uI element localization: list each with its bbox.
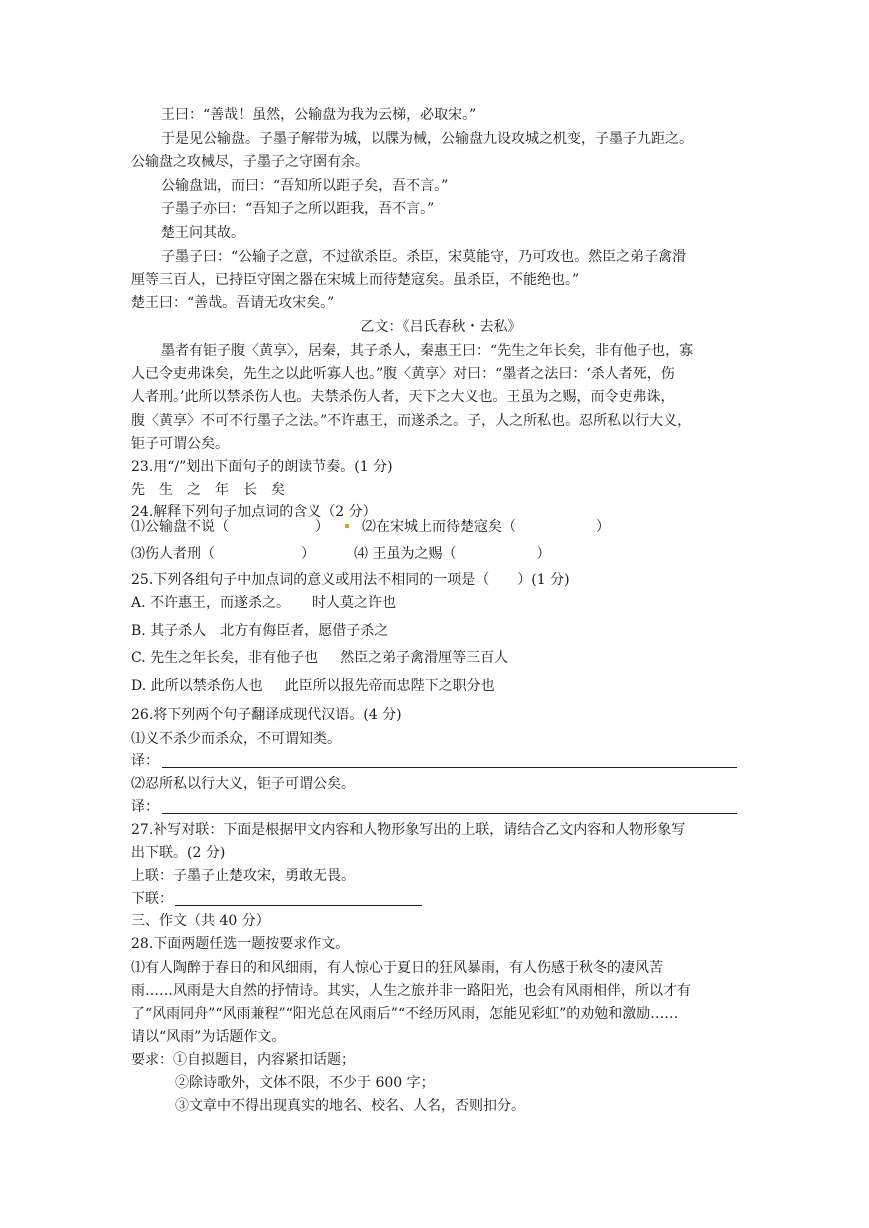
q28-prompt-line-3: 了“风雨同舟”“风雨兼程”“阳光总在风雨后”“不经历风雨，怎能见彩虹”的劝勉和激励……: [131, 1006, 679, 1022]
q25-option-b: [131, 620, 711, 642]
q25-option-d-left: D. 此所以禁杀伤人也: [131, 678, 263, 694]
q28-requirement-2: ②除诗歌外，文体不限，不少于 600 字；: [175, 1075, 435, 1091]
passage-a-line-7: 子墨子曰：“公输子之意，不过欲杀臣。杀臣，宋莫能守，乃可攻也。然臣之弟子禽滑: [161, 249, 687, 265]
passage-a-line-5: 子墨子亦曰：“吾知子之所以距我，吾不言。”: [161, 201, 435, 217]
q28-requirement-1: 要求：①自拟题目，内容紧扣话题；: [131, 1052, 355, 1068]
q25-option-b-left: B. 其子杀人: [131, 623, 207, 639]
q25-option-d: [131, 675, 711, 697]
q26-sentence-1: ⑴义不杀少而杀众，不可谓知类。: [131, 731, 341, 747]
passage-b-line-1: 墨者有钜子腹〈黄享〉，居秦，其子杀人，秦惠王曰：“先生之年长矣，非有他子也，寡: [161, 343, 694, 359]
passage-a-line-2: 于是见公输盘。子墨子解带为城，以牒为械，公输盘九设攻城之机变，子墨子九距之。: [161, 131, 693, 147]
q27-stem-2: 出下联。(2 分): [131, 845, 226, 861]
q23-sentence: 先 生 之 年 长 矣: [131, 482, 285, 498]
q24-item-2-text: ⑵在宋城上而待楚寇矣（: [362, 519, 516, 535]
q24-item-4-close: ）: [536, 546, 551, 562]
q24-item-4-text: ⑷ 王虽为之赐（: [354, 546, 457, 562]
q24-item-3-text: ⑶伤人者刑（: [131, 546, 215, 562]
q27-stem-1: 27.补写对联：下面是根据甲文内容和人物形象写出的上联，请结合乙文内容和人物形象写: [131, 822, 686, 838]
q26-stem: 26.将下列两个句子翻译成现代汉语。(4 分): [131, 707, 402, 723]
q26-sentence-2: ⑵忍所私以行大义，钜子可谓公矣。: [131, 776, 355, 792]
passage-a-line-6: 楚王问其故。: [161, 225, 245, 241]
passage-a-line-8: 厘等三百人，已持臣守圉之器在宋城上而待楚寇矣。虽杀臣，不能绝也。”: [131, 272, 580, 288]
q24-item-4: [354, 543, 869, 565]
q25-option-a-right: 时人莫之许也: [312, 595, 397, 611]
q23-stem: 23.用“/”划出下面句子的朗读节奏。(1 分): [131, 459, 393, 475]
section-3-title: 三、作文（共 40 分）: [131, 913, 270, 929]
q25-option-a-left: A. 不许惠王，而遂杀之。: [131, 595, 291, 611]
q27-upper-couplet: 上联：子墨子止楚攻宋，勇敢无畏。: [131, 868, 355, 884]
q26-answer-line-2[interactable]: [162, 813, 737, 814]
q26-translate-label-1: 译：: [131, 753, 159, 769]
q24-stem: 24.解释下列句子加点词的含义（2 分）: [131, 504, 377, 520]
q25-stem: 25.下列各组句子中加点词的意义或用法不相同的一项是（ ）(1 分): [131, 572, 570, 588]
q28-prompt-line-4: 请以“风雨”为话题作文。: [131, 1029, 286, 1045]
q25-option-b-right: 北方有侮臣者，愿借子杀之: [220, 623, 389, 639]
q26-answer-line-1[interactable]: [162, 767, 737, 768]
passage-b-line-2: 人已令吏弗诛矣，先生之以此听寡人也。”腹〈黄享〉对曰：“墨者之法曰：‘杀人者死，伤: [131, 366, 675, 382]
q25-option-c-right: 然臣之弟子禽滑厘等三百人: [340, 650, 509, 666]
q25-option-c-left: C. 先生之年长矣，非有他子也: [131, 650, 319, 666]
passage-b-title: 乙文：《吕氏春秋・去私》: [360, 319, 522, 335]
highlight-mark: [345, 524, 349, 528]
passage-a-line-4: 公输盘诎，而曰：“吾知所以距子矣，吾不言。”: [161, 178, 449, 194]
passage-a-line-9: 楚王曰：“善哉。吾请无攻宋矣。”: [131, 295, 335, 311]
q28-requirement-3: ③文章中不得出现真实的地名、校名、人名，否则扣分。: [175, 1098, 525, 1114]
q27-answer-line[interactable]: [175, 905, 422, 906]
q24-item-3-close: ）: [301, 546, 315, 562]
q27-lower-label: 下联：: [131, 891, 173, 907]
q24-item-1-close: ）: [315, 519, 329, 535]
q24-item-2-close: ）: [596, 519, 610, 535]
q24-item-1-text: ⑴公输盘不说（: [131, 519, 229, 535]
q25-option-c: [131, 647, 711, 669]
q25-option-a: [131, 592, 711, 614]
q26-translate-label-2: 译：: [131, 799, 159, 815]
passage-b-line-5: 钜子可谓公矣。: [131, 436, 229, 452]
q28-prompt-line-2: 雨……风雨是大自然的抒情诗。其实，人生之旅并非一路阳光，也会有风雨相伴，所以才有: [131, 983, 691, 999]
q28-stem: 28.下面两题任选一题按要求作文。: [131, 936, 350, 952]
passage-a-line-3: 公输盘之攻械尽，子墨子之守圉有余。: [131, 154, 369, 170]
passage-b-line-3: 人者刑。’此所以禁杀伤人也。夫禁杀伤人者，天下之大义也。王虽为之赐，而令吏弗诛，: [131, 389, 675, 405]
q25-option-d-right: 此臣所以报先帝而忠陛下之职分也: [284, 678, 495, 694]
q28-prompt-line-1: ⑴有人陶醉于春日的和风细雨，有人惊心于夏日的狂风暴雨，有人伤感于秋冬的凄风苦: [131, 960, 663, 976]
q24-item-2: [362, 516, 869, 538]
passage-a-line-1: 王曰：“善哉！虽然，公输盘为我为云梯，必取宋。”: [161, 107, 477, 123]
passage-b-line-4: 腹〈黄享〉不可不行墨子之法。”不许惠王，而遂杀之。子，人之所私也。忍所私以行大义，: [131, 413, 692, 429]
